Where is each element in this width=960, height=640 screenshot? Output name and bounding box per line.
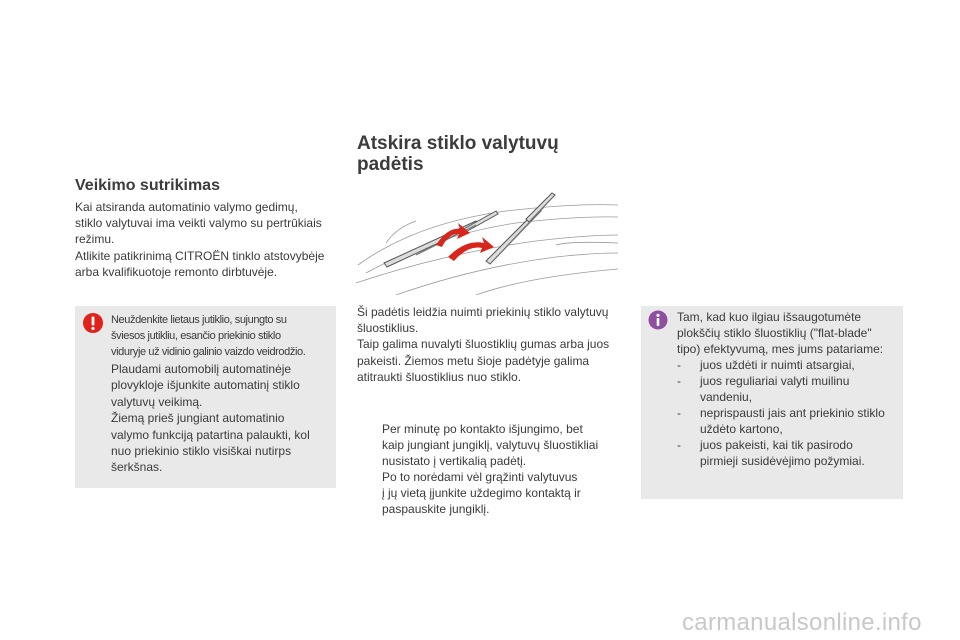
info-item-line: vandeniu, (700, 390, 753, 404)
info-intro-line: tipo) efektyvumą, mes jums patariame: (677, 342, 884, 356)
intro-line: Ši padėtis leidžia nuimti priekinių stiklo valytuvų (357, 305, 609, 319)
warning-line: plovykloje išjunkite automatinį stiklo (111, 378, 300, 393)
info-list-item (677, 437, 901, 469)
warning-line: valytuvų veikimą. (111, 394, 203, 409)
intro-line: pakeisti. Žiemos metu šioje padėtyje galima (357, 353, 590, 368)
warning-line: Plaudami automobilį automatinėje (111, 362, 292, 376)
info-intro-line: plokščių stiklo šluostiklių ("flat-blade" (677, 326, 872, 340)
info-item-line: uždėto kartono, (700, 422, 783, 436)
info-icon (648, 310, 668, 330)
paragraph-line: stiklo valytuvai ima veikti valymo su pertrūkiais (75, 216, 322, 231)
warning-line: nuo priekinio stiklo visiškai nutirps (111, 444, 292, 459)
warning-icon (82, 312, 104, 334)
section-heading-malfunction: Veikimo sutrikimas (75, 177, 220, 194)
info-item-line: juos uždėti ir nuimti atsargiai, (700, 358, 855, 372)
paragraph-line: Kai atsiranda automatinio valymo gedimų, (75, 200, 298, 214)
info-list-item (677, 357, 901, 373)
step-line: nusistato į vertikalią padėtį. (382, 454, 527, 468)
dash-marker: - (677, 374, 681, 388)
info-item-line: juos pakeisti, kai tik pasirodo (700, 438, 853, 452)
intro-line: šluostiklius. (357, 321, 419, 336)
step-item (357, 421, 622, 469)
warning-box (75, 306, 336, 488)
warning-small-line: Neuždenkite lietaus jutiklio, sujungto su (111, 314, 287, 326)
paragraph-line: Atlikite patikrinimą CITROËN tinklo atstovybėje (75, 248, 325, 263)
arrow-right-icon (448, 237, 494, 261)
warning-small-line: šviesos jutikliu, esančio priekinio stiklo (111, 330, 281, 342)
warning-line: valymo funkciją patartina palaukti, kol (111, 427, 310, 442)
info-list-item (677, 373, 901, 405)
warning-line: šerkšnas. (111, 460, 163, 475)
info-box (641, 306, 903, 499)
wiper-illustration (356, 183, 620, 295)
info-list-item (677, 405, 901, 437)
intro-line: Taip galima nuvalyti šluostiklių gumas arba juos (357, 337, 610, 352)
dash-marker: - (677, 358, 681, 372)
position-intro (357, 304, 622, 385)
info-item-line: juos reguliariai valyti muilinu (700, 374, 850, 388)
position-steps (357, 421, 622, 517)
step-item (357, 469, 622, 517)
info-item-line: pirmieji susidėvėjimo požymiai. (700, 454, 865, 468)
step-line: Per minutę po kontakto išjungimo, bet (382, 422, 583, 436)
warning-small-line: viduryje už vidinio galinio vaizdo veidrodžio. (111, 346, 306, 358)
info-item-line: neprispausti jais ant priekinio stiklo (700, 406, 885, 420)
step-line: į jų vietą įjunkite uždegimo kontaktą ir (382, 486, 581, 500)
section-heading-wiper-position (357, 133, 559, 175)
paragraph-line: arba kvalifikuotoje remonto dirbtuvėje. (75, 264, 278, 279)
heading-line: Atskira stiklo valytuvų (357, 133, 559, 154)
warning-line: Žiemą prieš jungiant automatinio (111, 411, 285, 426)
intro-line: atitraukti šluostiklius nuo stiklo. (357, 369, 522, 384)
dash-marker: - (677, 438, 681, 452)
dash-marker: - (677, 406, 681, 420)
paragraph-line: režimu. (75, 232, 115, 247)
step-line: paspauskite jungiklį. (382, 502, 490, 516)
step-line: Po to norėdami vėl grąžinti valytuvus (382, 470, 578, 484)
info-intro-line: Tam, kad kuo ilgiau išsaugotumėte (677, 310, 862, 324)
malfunction-paragraph (75, 199, 340, 280)
heading-line: padėtis (357, 154, 424, 175)
watermark: carmanualsonline.info (682, 609, 922, 636)
step-line: kaip jungiant jungiklį, valytuvų šluostikliai (382, 438, 599, 452)
